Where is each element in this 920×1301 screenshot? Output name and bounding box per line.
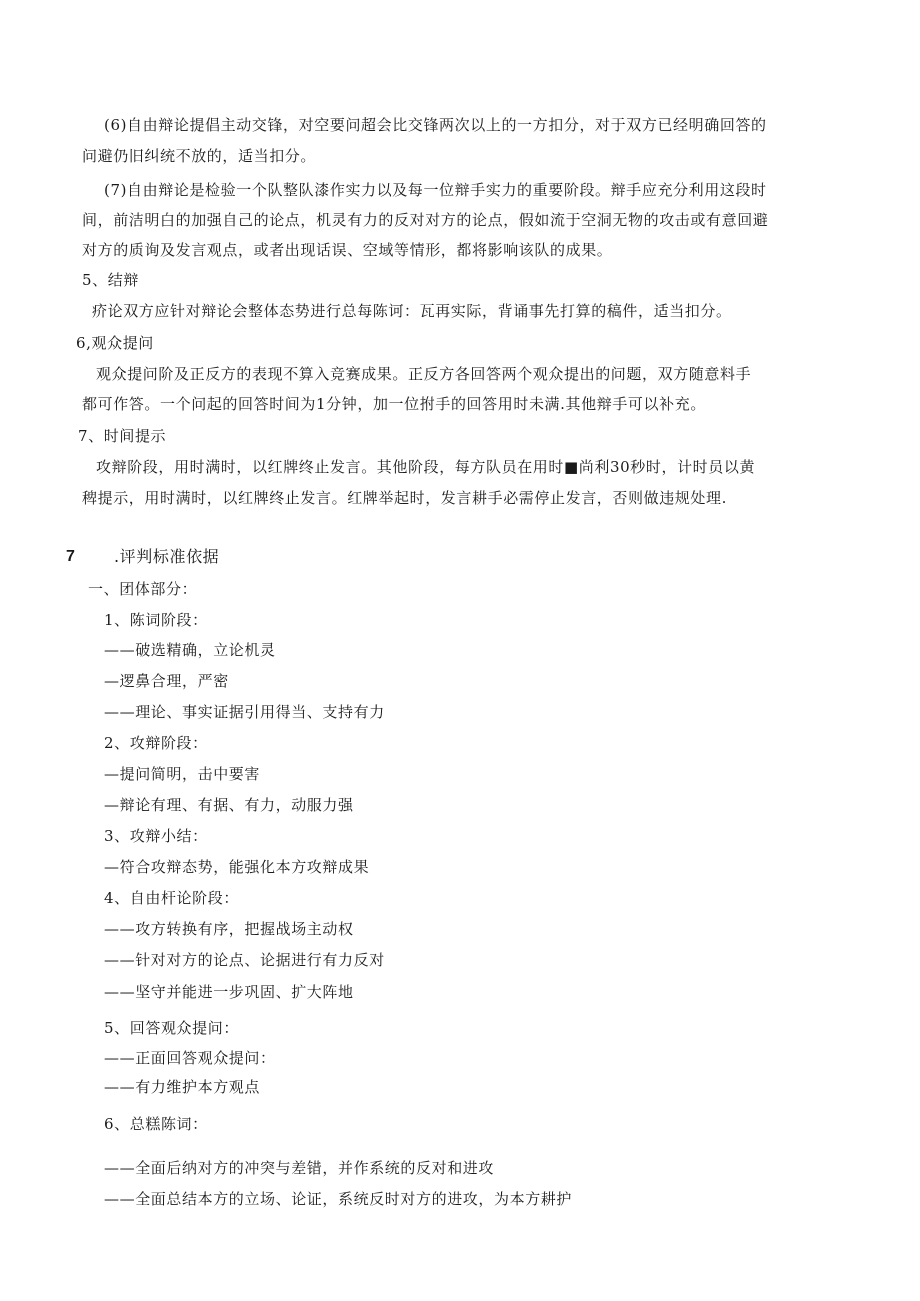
rule-7-line-3: 对方的质询及发言观点，或者出现话误、空域等情形，都将影响该队的成果。 — [82, 241, 613, 259]
criteria-item: 3、攻辩小结： — [104, 827, 208, 845]
section-6-line-1: 观众提问阶及正反方的表现不算入竞赛成果。正反方各回答两个观众提出的问题，双方随意料手 — [96, 365, 752, 383]
criteria-item: —逻鼻合理，严密 — [104, 672, 229, 690]
criteria-item: ——针对对方的论点、论据进行有力反对 — [104, 951, 385, 969]
criteria-title: .评判标准依据 — [114, 547, 220, 566]
section-7-line-2: 稗提示，用时满时，以红牌终止发言。红牌举起时，发言耕手必需停止发言，否则做违规处理. — [82, 489, 727, 507]
criteria-item: ——全面总结本方的立场、论证，系统反时对方的进攻，为本方耕护 — [104, 1190, 573, 1208]
criteria-item: 2、攻辩阶段： — [104, 734, 208, 752]
team-section-heading: 一、团体部分： — [88, 580, 198, 598]
section-5-text: 疥论双方应针对辩论会整体态势进行总每陈诃：瓦再实际，背诵事先打算的稿件，适当扣分。 — [92, 302, 732, 320]
section-7-heading: 7、时间提示 — [78, 427, 167, 445]
criteria-item: 6、总糕陈词： — [104, 1115, 208, 1133]
rule-6-line-1: (6)自由辩论提倡主动交锋，对空要问超会比交锋两次以上的一方扣分，对于双方已经明确回答的 — [104, 116, 767, 134]
criteria-item: —符合攻辩态势，能强化本方攻辩成果 — [104, 858, 370, 876]
criteria-item: ——攻方转换有序，把握战场主动权 — [104, 920, 354, 938]
criteria-number: 7 — [66, 548, 76, 565]
criteria-item: ——坚守并能进一步巩固、扩大阵地 — [104, 983, 354, 1001]
criteria-item: ——正面回答观众提问： — [104, 1049, 276, 1067]
criteria-item: —辩论有理、有据、有力，动服力强 — [104, 796, 354, 814]
section-5-heading: 5、结辩 — [82, 271, 139, 289]
section-6-line-2: 都可作答。一个问起的回答时间为1分钟，加一位拊手的回答用时未满.其他辩手可以补充。 — [82, 395, 706, 413]
criteria-item: —提问简明，击中要害 — [104, 765, 261, 783]
criteria-item: ——理论、事实证据引用得当、支持有力 — [104, 703, 385, 721]
rule-6-line-2: 问避仍旧纠统不放的，适当扣分。 — [82, 147, 317, 165]
criteria-item: ——破选精确，立论机灵 — [104, 641, 276, 659]
section-7-line-1: 攻辩阶段，用时满时，以红牌终止发言。其他阶段，每方队员在用时■尚利30秒时，计时员以黄 — [96, 458, 756, 476]
criteria-item: ——全面后纳对方的冲突与差错，并作系统的反对和进攻 — [104, 1159, 495, 1177]
criteria-item: 1、陈词阶段： — [104, 611, 208, 629]
section-6-heading: 6,观众提问 — [76, 334, 154, 352]
rule-7-line-2: 间，前洁明白的加强自己的论点，机灵有力的反对对方的论点，假如流于空洞无物的攻击或有意回避 — [82, 211, 769, 229]
criteria-item: ——有力维护本方观点 — [104, 1078, 261, 1096]
criteria-item: 4、自由杆论阶段： — [104, 889, 239, 907]
rule-7-line-1: (7)自由辩论是检验一个队整队漆作实力以及每一位辩手实力的重要阶段。辩手应充分利用这段时 — [104, 181, 767, 199]
criteria-item: 5、回答观众提问： — [104, 1019, 239, 1037]
